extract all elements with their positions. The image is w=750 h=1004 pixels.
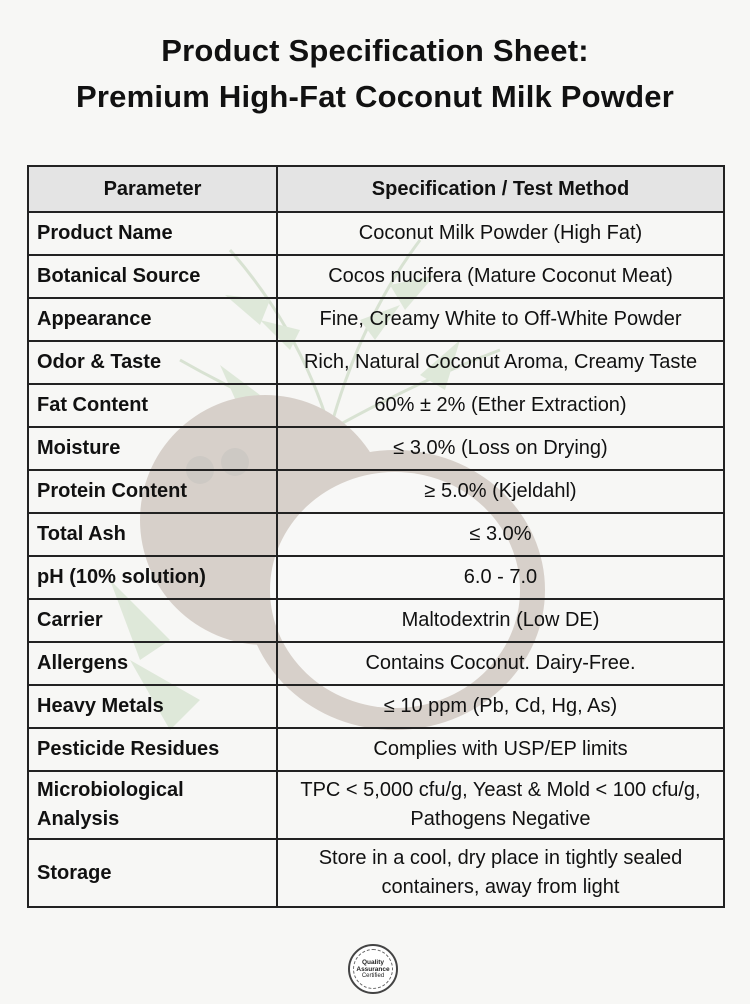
row-spec: Cocos nucifera (Mature Coconut Meat) bbox=[277, 255, 724, 298]
row-spec: TPC < 5,000 cfu/g, Yeast & Mold < 100 cfu/g, Pathogens Negative bbox=[277, 771, 724, 839]
row-spec: Store in a cool, dry place in tightly sealed containers, away from light bbox=[277, 839, 724, 907]
row-parameter: Microbiological Analysis bbox=[28, 771, 277, 839]
row-spec: Contains Coconut. Dairy-Free. bbox=[277, 642, 724, 685]
column-header-specification: Specification / Test Method bbox=[277, 166, 724, 212]
table-row bbox=[28, 642, 724, 685]
row-spec: Complies with USP/EP limits bbox=[277, 728, 724, 771]
row-parameter: Carrier bbox=[28, 599, 277, 642]
row-parameter: Product Name bbox=[28, 212, 277, 255]
title-line-2: Premium High-Fat Coconut Milk Powder bbox=[76, 79, 674, 114]
table-row bbox=[28, 255, 724, 298]
row-spec: ≤ 10 ppm (Pb, Cd, Hg, As) bbox=[277, 685, 724, 728]
table-row bbox=[28, 212, 724, 255]
row-parameter: Allergens bbox=[28, 642, 277, 685]
title-line-1: Product Specification Sheet: bbox=[161, 33, 589, 68]
table-row bbox=[28, 427, 724, 470]
table-row bbox=[28, 556, 724, 599]
row-spec: ≤ 3.0% bbox=[277, 513, 724, 556]
row-spec: Maltodextrin (Low DE) bbox=[277, 599, 724, 642]
row-spec: 6.0 - 7.0 bbox=[277, 556, 724, 599]
row-parameter: Odor & Taste bbox=[28, 341, 277, 384]
table-row bbox=[28, 384, 724, 427]
row-parameter: Total Ash bbox=[28, 513, 277, 556]
table-row bbox=[28, 728, 724, 771]
row-parameter: Fat Content bbox=[28, 384, 277, 427]
table-row bbox=[28, 341, 724, 384]
quality-assurance-seal-icon bbox=[348, 944, 398, 994]
row-spec: Rich, Natural Coconut Aroma, Creamy Taste bbox=[277, 341, 724, 384]
row-parameter: pH (10% solution) bbox=[28, 556, 277, 599]
row-parameter: Heavy Metals bbox=[28, 685, 277, 728]
seal-line-1: Quality bbox=[361, 958, 385, 966]
row-spec: ≤ 3.0% (Loss on Drying) bbox=[277, 427, 724, 470]
specification-table bbox=[27, 165, 725, 908]
row-spec: ≥ 5.0% (Kjeldahl) bbox=[277, 470, 724, 513]
row-spec: Coconut Milk Powder (High Fat) bbox=[277, 212, 724, 255]
column-header-parameter: Parameter bbox=[28, 166, 277, 212]
row-spec: Fine, Creamy White to Off-White Powder bbox=[277, 298, 724, 341]
row-parameter: Storage bbox=[28, 839, 277, 907]
seal-line-3: Certified bbox=[361, 972, 385, 979]
row-parameter: Appearance bbox=[28, 298, 277, 341]
row-parameter: Pesticide Residues bbox=[28, 728, 277, 771]
table-row bbox=[28, 839, 724, 907]
table-row bbox=[28, 685, 724, 728]
row-spec: 60% ± 2% (Ether Extraction) bbox=[277, 384, 724, 427]
table-row bbox=[28, 513, 724, 556]
page-title bbox=[0, 0, 750, 120]
row-parameter: Protein Content bbox=[28, 470, 277, 513]
table-header-row bbox=[28, 166, 724, 212]
seal-line-2: Assurance bbox=[356, 965, 390, 973]
row-parameter: Moisture bbox=[28, 427, 277, 470]
row-parameter: Botanical Source bbox=[28, 255, 277, 298]
table-row bbox=[28, 470, 724, 513]
table-row bbox=[28, 599, 724, 642]
table-row bbox=[28, 298, 724, 341]
table-row bbox=[28, 771, 724, 839]
